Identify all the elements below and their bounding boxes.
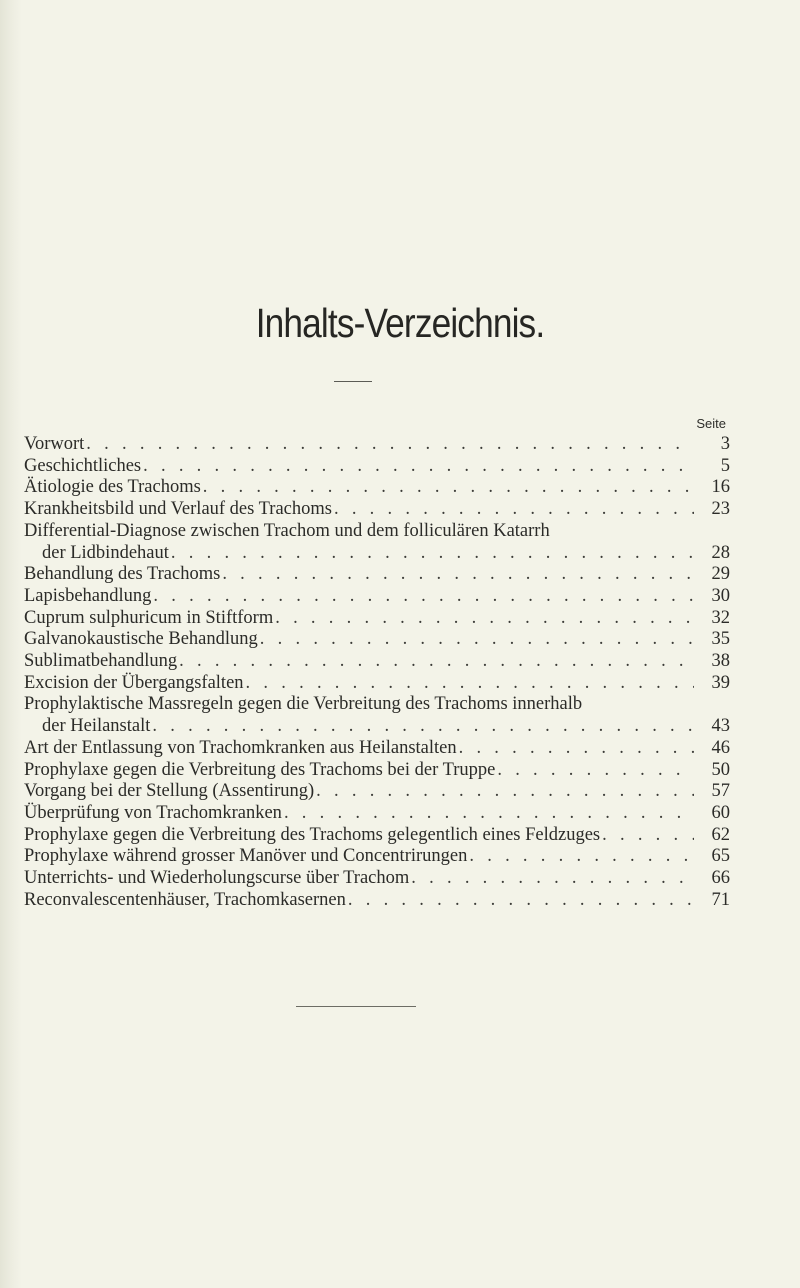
dot-leader [86, 434, 694, 456]
toc-entry-continuation[interactable] [24, 543, 730, 565]
toc-entry-page: 16 [711, 477, 730, 498]
toc-entry-page: 3 [720, 434, 730, 454]
toc-entry-title: Lapisbehandlung [24, 585, 152, 606]
toc-entry-page: 23 [711, 499, 730, 520]
toc-entry-title: Cuprum sulphuricum in Stiftform [24, 607, 274, 628]
toc-entry[interactable] [24, 868, 730, 890]
toc-entry[interactable] [24, 803, 730, 825]
toc-entry-page: 30 [711, 585, 730, 606]
dot-leader [497, 760, 694, 782]
toc-entry-page: 46 [711, 737, 730, 758]
toc-entry-title: Ätiologie des Trachoms [24, 477, 201, 498]
title-divider [334, 381, 372, 382]
toc-entry-page: 32 [711, 607, 730, 628]
dot-leader [459, 738, 694, 760]
dot-leader [469, 846, 694, 868]
toc-entry-title: Excision der Übergangsfalten [24, 672, 244, 693]
toc-entry-title: Galvanokaustische Behandlung [24, 629, 258, 650]
dot-leader [143, 456, 694, 478]
toc-entry-page: 60 [711, 802, 730, 823]
dot-leader [152, 716, 694, 738]
toc-entry-page: 57 [711, 781, 730, 802]
toc-entry-title: Prophylaxe während grosser Manöver und Concentrirungen [24, 846, 468, 867]
toc-entry-page: 66 [711, 868, 730, 889]
dot-leader [171, 543, 694, 565]
toc-entry-continuation[interactable] [24, 716, 730, 738]
dot-leader [153, 586, 694, 608]
toc-entry[interactable] [24, 608, 730, 630]
toc-entry[interactable] [24, 846, 730, 868]
toc-entry-title: Geschichtliches [24, 455, 142, 476]
page-title: Inhalts-Verzeichnis. [255, 300, 545, 346]
toc-entry-title: Behandlung des Trachoms [24, 564, 221, 585]
dot-leader [411, 868, 694, 890]
toc-entry-first-line[interactable] [24, 694, 730, 716]
toc-entry[interactable] [24, 760, 730, 782]
toc-entry-page: 29 [711, 564, 730, 585]
toc-entry-page: 71 [711, 889, 730, 910]
toc-entry[interactable] [24, 738, 730, 760]
toc-entry-page: 28 [711, 542, 730, 563]
toc-entry-title: Sublimatbehandlung [24, 651, 178, 672]
toc-entry-page: 43 [711, 716, 730, 737]
toc-entry[interactable] [24, 825, 730, 847]
toc-entry-title: Prophylaxe gegen die Verbreitung des Trachoms bei der Truppe [24, 759, 496, 780]
table-of-contents [24, 434, 730, 911]
toc-entry-page: 35 [711, 629, 730, 650]
toc-entry-title: Überprüfung von Trachomkranken [24, 802, 282, 823]
dot-leader [284, 803, 694, 825]
dot-leader [334, 499, 694, 521]
dot-leader [179, 651, 694, 673]
toc-entry-title: Art der Entlassung von Trachomkranken aus Heilanstalten [24, 737, 457, 758]
toc-entry-title: Unterrichts- und Wiederholungscurse über Trachom [24, 868, 410, 889]
toc-entry-title: Prophylaxe gegen die Verbreitung des Trachoms gelegentlich eines Feldzuges [24, 824, 601, 845]
dot-leader [316, 781, 694, 803]
toc-entry-page: 65 [711, 846, 730, 867]
toc-entry-page: 62 [711, 824, 730, 845]
toc-entry[interactable] [24, 564, 730, 586]
toc-entry-first-line[interactable] [24, 521, 730, 543]
toc-entry-title: der Lidbindehaut [42, 542, 169, 563]
toc-entry-title: der Heilanstalt [42, 716, 151, 737]
toc-entry-title: Differential-Diagnose zwischen Trachom und dem folliculären Katarrh [24, 520, 550, 541]
page-column-header: Seite [696, 416, 726, 431]
bottom-divider [296, 1006, 416, 1007]
toc-entry[interactable] [24, 629, 730, 651]
dot-leader [222, 564, 694, 586]
page-edge [0, 0, 22, 1288]
toc-entry-page: 38 [711, 651, 730, 672]
toc-entry-page: 5 [720, 455, 730, 476]
toc-entry[interactable] [24, 434, 730, 456]
dot-leader [275, 608, 694, 630]
toc-entry-title: Vorwort [24, 434, 85, 454]
toc-entry-page: 39 [711, 672, 730, 693]
toc-entry-title: Prophylaktische Massregeln gegen die Verbreitung des Trachoms innerhalb [24, 694, 583, 715]
dot-leader [602, 825, 694, 847]
toc-entry[interactable] [24, 890, 730, 912]
toc-entry[interactable] [24, 477, 730, 499]
toc-entry-title: Reconvalescentenhäuser, Trachomkasernen [24, 889, 346, 910]
toc-entry[interactable] [24, 456, 730, 478]
toc-entry[interactable] [24, 586, 730, 608]
toc-entry-page: 50 [711, 759, 730, 780]
dot-leader [260, 629, 694, 651]
dot-leader [246, 673, 694, 695]
dot-leader [203, 477, 694, 499]
toc-entry[interactable] [24, 781, 730, 803]
toc-entry-title: Vorgang bei der Stellung (Assentirung) [24, 781, 315, 802]
toc-entry[interactable] [24, 499, 730, 521]
toc-entry-title: Krankheitsbild und Verlauf des Trachoms [24, 499, 332, 520]
dot-leader [348, 890, 694, 912]
toc-entry[interactable] [24, 673, 730, 695]
toc-entry[interactable] [24, 651, 730, 673]
